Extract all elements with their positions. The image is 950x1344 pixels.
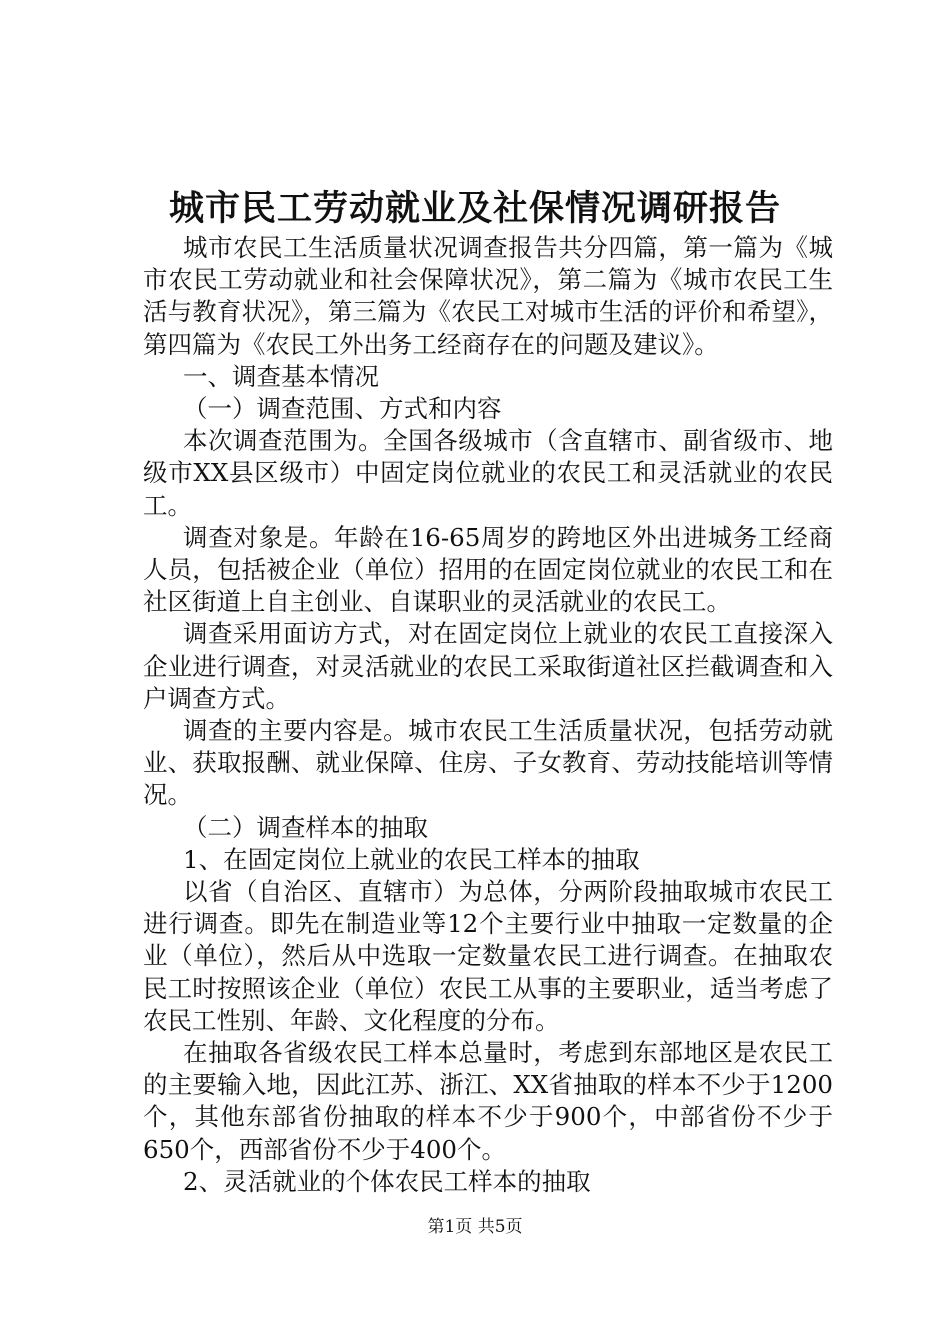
subsection-heading-1: （一）调查范围、方式和内容: [183, 394, 502, 424]
section-heading-1: 一、调查基本情况: [183, 361, 379, 391]
paragraph-content: 调查的主要内容是。城市农民工生活质量状况，包括劳动就业、获取报酬、就业保障、住房、子女教育、劳动技能培训等情况。: [143, 716, 833, 810]
document-title: 城市民工劳动就业及社保情况调研报告: [168, 188, 781, 229]
subsection-heading-2: （二）调查样本的抽取: [183, 812, 428, 842]
document-body: [143, 232, 833, 1198]
paragraph-subjects: 调查对象是。年龄在16-65周岁的跨地区外出进城务工经商人员，包括被企业（单位）招用的在固定岗位就业的农民工和在社区街道上自主创业、自谋职业的灵活就业的农民工。: [143, 522, 833, 617]
item-heading-1: 1、在固定岗位上就业的农民工样本的抽取: [183, 844, 640, 874]
paragraph-method: 调查采用面访方式，对在固定岗位上就业的农民工直接深入企业进行调查，对灵活就业的农民工采取街道社区拦截调查和入户调查方式。: [143, 619, 833, 713]
item-heading-2: 2、灵活就业的个体农民工样本的抽取: [183, 1166, 591, 1196]
paragraph-scope: 本次调查范围为。全国各级城市（含直辖市、副省级市、地级市XX县区级市）中固定岗位就业的农民工和灵活就业的农民工。: [143, 426, 833, 520]
page-number: 第1页 共5页: [427, 1217, 523, 1237]
paragraph-sampling: 以省（自治区、直辖市）为总体，分两阶段抽取城市农民工进行调查。即先在制造业等12个主要行业中抽取一定数量的企业（单位），然后从中选取一定数量农民工进行调查。在抽取农民工时按照该企业（单位）农民工从事的主要职业，适当考虑了农民工性别、年龄、文化程度的分布。: [143, 877, 833, 1035]
paragraph-sample-size: 在抽取各省级农民工样本总量时，考虑到东部地区是农民工的主要输入地，因此江苏、浙江、XX省抽取的样本不少于1200个，其他东部省份抽取的样本不少于900个，中部省份不少于650个，西部省份不少于400个。: [143, 1038, 833, 1164]
paragraph-intro: 城市农民工生活质量状况调查报告共分四篇，第一篇为《城市农民工劳动就业和社会保障状况》，第二篇为《城市农民工生活与教育状况》，第三篇为《农民工对城市生活的评价和希望》，第四篇为《农民工外出务工经商存在的问题及建议》。: [143, 233, 833, 359]
